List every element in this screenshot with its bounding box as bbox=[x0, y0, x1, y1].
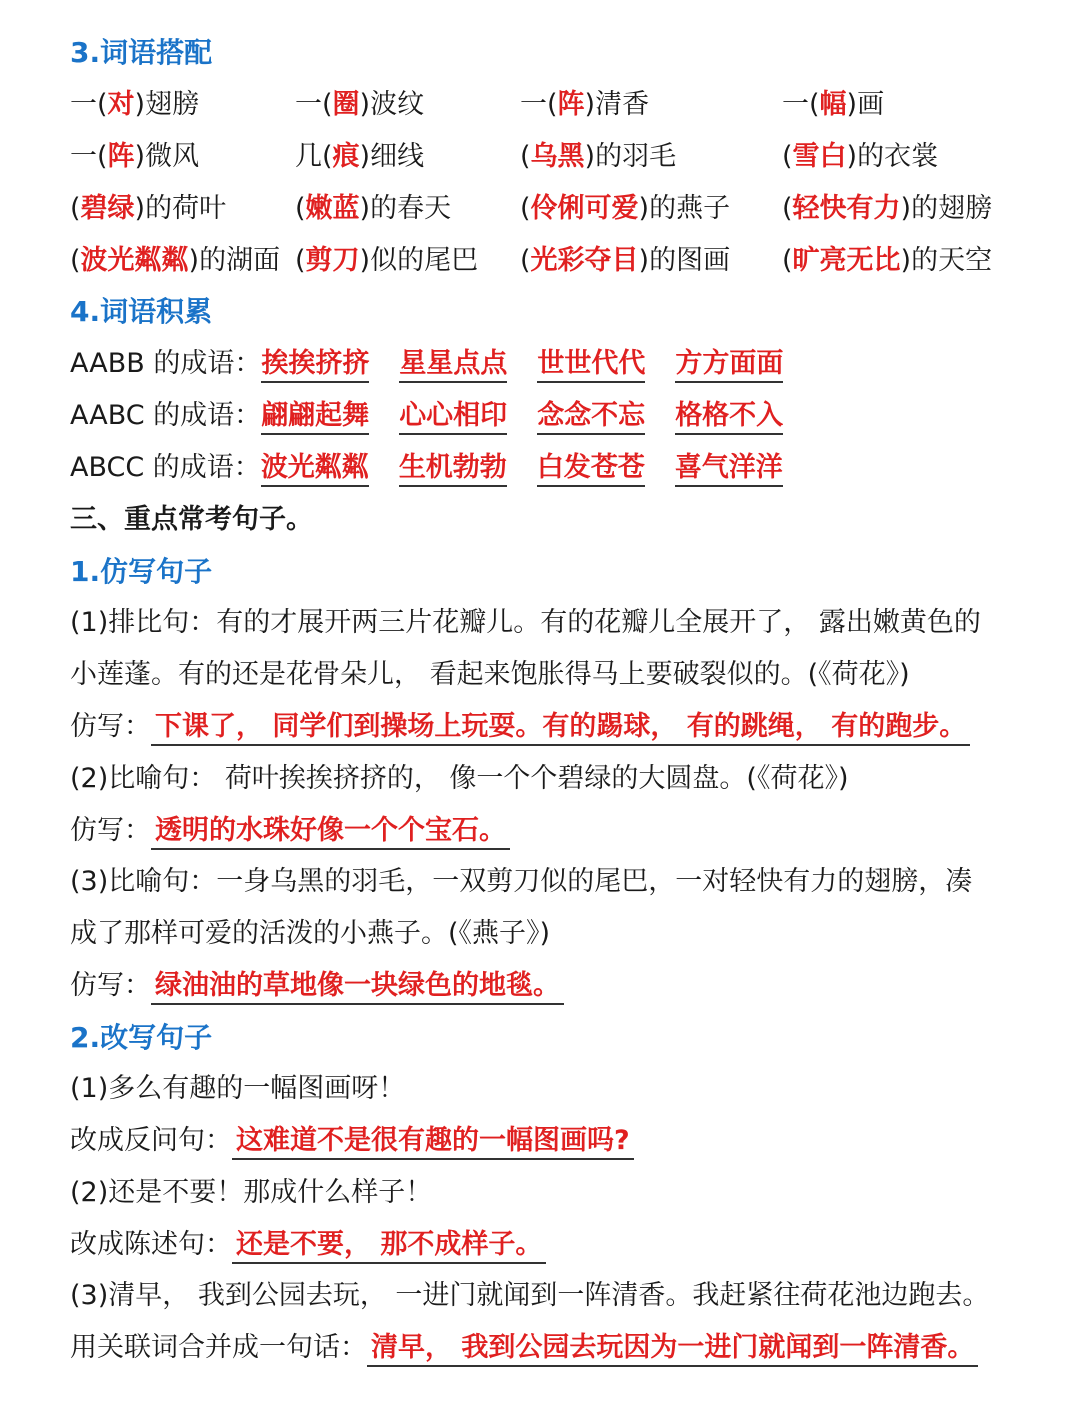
collocation-answer: 阵 bbox=[557, 89, 585, 120]
collocation-row bbox=[70, 189, 1030, 229]
sub-2-heading: 2.改写句子 bbox=[70, 1021, 213, 1054]
imitation-row bbox=[70, 707, 970, 747]
collocation-suffix: )的天空 bbox=[900, 245, 993, 276]
collocation-answer: 乌黑 bbox=[530, 141, 585, 172]
idiom-row-label: AABB 的成语： bbox=[70, 348, 262, 379]
collocation-suffix: )的湖面 bbox=[188, 245, 281, 276]
rewrite-answer: 还是不要， 那不成样子。 bbox=[232, 1228, 546, 1264]
collocation-prefix: 一( bbox=[782, 89, 820, 120]
rewrite-answer: 这难道不是很有趣的一幅图画吗? bbox=[232, 1124, 634, 1160]
collocation-answer: 旷亮无比 bbox=[792, 245, 901, 276]
collocation-row bbox=[70, 137, 1030, 177]
collocation-row bbox=[70, 241, 1030, 281]
collocation-prefix: ( bbox=[782, 141, 793, 172]
collocation-answer: 嫩蓝 bbox=[305, 193, 360, 224]
collocation-answer: 光彩夺目 bbox=[530, 245, 639, 276]
collocation-answer: 阵 bbox=[107, 141, 135, 172]
sentence-text: (3)清早， 我到公园去玩， 一进门就闻到一阵清香。我赶紧往荷花池边跑去。 bbox=[70, 1280, 990, 1311]
rewrite-row bbox=[70, 1328, 978, 1368]
idiom-answer: 星星点点 bbox=[399, 347, 507, 383]
collocation-answer: 碧绿 bbox=[80, 193, 135, 224]
idiom-answer: 方方面面 bbox=[675, 347, 783, 383]
collocation-item bbox=[295, 85, 424, 125]
idiom-answer: 翩翩起舞 bbox=[261, 399, 369, 435]
rewrite-label: 改成反问句： bbox=[70, 1125, 232, 1156]
collocation-item bbox=[70, 241, 280, 281]
rewrite-label: 用关联词合并成一句话： bbox=[70, 1332, 367, 1363]
rewrite-label: 改成陈述句： bbox=[70, 1229, 232, 1260]
idiom-answer: 挨挨挤挤 bbox=[261, 347, 369, 383]
collocation-item bbox=[520, 241, 730, 281]
collocation-suffix: )的春天 bbox=[359, 193, 452, 224]
collocation-item bbox=[70, 85, 199, 125]
collocation-prefix: ( bbox=[295, 245, 306, 276]
idiom-answer: 心心相印 bbox=[399, 399, 507, 435]
idiom-answer: 念念不忘 bbox=[537, 399, 645, 435]
idiom-answer: 格格不入 bbox=[675, 399, 783, 435]
collocation-answer: 波光粼粼 bbox=[80, 245, 189, 276]
collocation-suffix: )的燕子 bbox=[638, 193, 731, 224]
collocation-prefix: 一( bbox=[295, 89, 333, 120]
collocation-prefix: 一( bbox=[70, 89, 108, 120]
section-3-heading: 3.词语搭配 bbox=[70, 36, 213, 69]
sentence-text: (2)还是不要！那成什么样子！ bbox=[70, 1177, 433, 1208]
collocation-suffix: )微风 bbox=[134, 141, 200, 172]
collocation-suffix: )翅膀 bbox=[134, 89, 200, 120]
collocation-prefix: ( bbox=[70, 193, 81, 224]
collocation-prefix: ( bbox=[520, 193, 531, 224]
collocation-prefix: ( bbox=[70, 245, 81, 276]
rewrite-answer: 清早， 我到公园去玩因为一进门就闻到一阵清香。 bbox=[367, 1331, 978, 1367]
collocation-prefix: ( bbox=[520, 245, 531, 276]
collocation-suffix: )似的尾巴 bbox=[359, 245, 479, 276]
collocation-answer: 痕 bbox=[332, 141, 360, 172]
collocation-suffix: )的羽毛 bbox=[584, 141, 677, 172]
sentence-text: (2)比喻句： 荷叶挨挨挤挤的， 像一个个碧绿的大圆盘。(《荷花》) bbox=[70, 763, 849, 794]
idiom-row-label: AABC 的成语： bbox=[70, 400, 262, 431]
idiom-answer: 白发苍苍 bbox=[537, 451, 645, 487]
imitation-answer: 透明的水珠好像一个个宝石。 bbox=[151, 814, 510, 850]
section-4-heading: 4.词语积累 bbox=[70, 295, 213, 328]
collocation-answer: 幅 bbox=[819, 89, 847, 120]
collocation-prefix: ( bbox=[520, 141, 531, 172]
collocation-answer: 剪刀 bbox=[305, 245, 360, 276]
sub-1-heading: 1.仿写句子 bbox=[70, 555, 213, 588]
collocation-suffix: )的图画 bbox=[638, 245, 731, 276]
collocation-answer: 伶俐可爱 bbox=[530, 193, 639, 224]
collocation-item bbox=[520, 189, 730, 229]
sentence-text: (1)多么有趣的一幅图画呀！ bbox=[70, 1073, 406, 1104]
collocation-prefix: 一( bbox=[520, 89, 558, 120]
collocation-item bbox=[295, 189, 451, 229]
imitation-label: 仿写： bbox=[70, 815, 151, 846]
collocation-suffix: )的翅膀 bbox=[900, 193, 993, 224]
imitation-answer: 绿油油的草地像一块绿色的地毯。 bbox=[151, 969, 564, 1005]
collocation-prefix: 几( bbox=[295, 141, 333, 172]
collocation-suffix: )波纹 bbox=[359, 89, 425, 120]
collocation-item bbox=[70, 189, 226, 229]
idiom-row-aabc bbox=[70, 396, 813, 436]
collocation-item bbox=[70, 137, 199, 177]
imitation-label: 仿写： bbox=[70, 711, 151, 742]
rewrite-row bbox=[70, 1121, 634, 1161]
collocation-suffix: )画 bbox=[846, 89, 885, 120]
collocation-item bbox=[782, 137, 938, 177]
collocation-item bbox=[520, 85, 649, 125]
idiom-answer: 波光粼粼 bbox=[261, 451, 369, 487]
imitation-row bbox=[70, 966, 564, 1006]
sentence-text: (1)排比句：有的才展开两三片花瓣儿。有的花瓣儿全展开了， 露出嫩黄色的 bbox=[70, 607, 981, 638]
collocation-suffix: )清香 bbox=[584, 89, 650, 120]
collocation-prefix: ( bbox=[295, 193, 306, 224]
sentence-text: 小莲蓬。有的还是花骨朵儿， 看起来饱胀得马上要破裂似的。(《荷花》) bbox=[70, 659, 910, 690]
collocation-answer: 轻快有力 bbox=[792, 193, 901, 224]
rewrite-row bbox=[70, 1225, 546, 1265]
collocation-prefix: 一( bbox=[70, 141, 108, 172]
idiom-row-aabb bbox=[70, 344, 813, 384]
idiom-row-abcc bbox=[70, 448, 813, 488]
idiom-answer: 生机勃勃 bbox=[399, 451, 507, 487]
idiom-answer: 世世代代 bbox=[537, 347, 645, 383]
sentence-text: (3)比喻句：一身乌黑的羽毛，一双剪刀似的尾巴，一对轻快有力的翅膀，凑 bbox=[70, 866, 973, 897]
collocation-item bbox=[782, 85, 884, 125]
collocation-answer: 雪白 bbox=[792, 141, 847, 172]
collocation-item bbox=[295, 137, 424, 177]
idiom-answer: 喜气洋洋 bbox=[675, 451, 783, 487]
collocation-suffix: )的荷叶 bbox=[134, 193, 227, 224]
collocation-item bbox=[782, 241, 992, 281]
imitation-row bbox=[70, 811, 510, 851]
collocation-prefix: ( bbox=[782, 245, 793, 276]
collocation-suffix: )细线 bbox=[359, 141, 425, 172]
imitation-answer: 下课了， 同学们到操场上玩耍。有的踢球， 有的跳绳， 有的跑步。 bbox=[151, 710, 970, 746]
section-three-title: 三、重点常考句子。 bbox=[70, 504, 313, 535]
collocation-row bbox=[70, 85, 1030, 125]
collocation-prefix: ( bbox=[782, 193, 793, 224]
imitation-label: 仿写： bbox=[70, 970, 151, 1001]
collocation-answer: 对 bbox=[107, 89, 135, 120]
collocation-item bbox=[520, 137, 676, 177]
collocation-item bbox=[782, 189, 992, 229]
sentence-text: 成了那样可爱的活泼的小燕子。(《燕子》) bbox=[70, 918, 551, 949]
idiom-row-label: ABCC 的成语： bbox=[70, 452, 261, 483]
collocation-item bbox=[295, 241, 478, 281]
collocation-answer: 圈 bbox=[332, 89, 360, 120]
collocation-suffix: )的衣裳 bbox=[846, 141, 939, 172]
